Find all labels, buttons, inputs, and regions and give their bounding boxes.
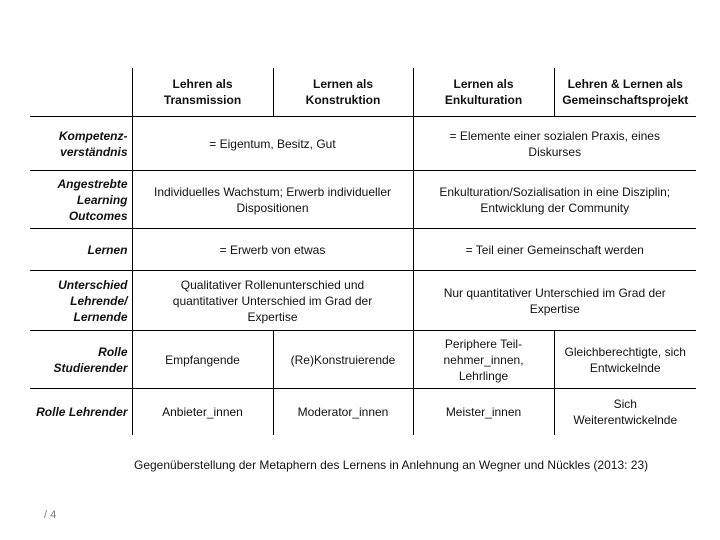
table-cell: = Erwerb von etwas: [132, 229, 413, 271]
table-header: [30, 68, 696, 117]
table-cell: = Elemente einer sozialen Praxis, eines Diskurses: [413, 117, 696, 171]
table-cell: = Eigentum, Besitz, Gut: [132, 117, 413, 171]
table-row: [30, 229, 696, 271]
table-cell: Periphere Teil- nehmer_innen, Lehrlinge: [413, 331, 554, 389]
header-row: [30, 68, 696, 117]
table-cell: Meister_innen: [413, 389, 554, 435]
table-cell: Anbieter_innen: [132, 389, 273, 435]
row-label: Angestrebte Learning Outcomes: [57, 176, 128, 223]
comparison-table: [30, 68, 696, 435]
table-cell: Sich Weiterentwickelnde: [554, 389, 696, 435]
header-corner: [30, 68, 132, 117]
table-cell: Nur quantitativer Unterschied im Grad der Expertise: [413, 271, 696, 331]
column-header: Lehren als Transmission: [132, 68, 273, 117]
table-cell: Enkulturation/Sozialisation in eine Disziplin; Entwicklung der Community: [413, 171, 696, 229]
table-body: [30, 117, 696, 435]
table-cell: Individuelles Wachstum; Erwerb individueller Dispositionen: [132, 171, 413, 229]
table-cell: Empfangende: [132, 331, 273, 389]
table-caption: Gegenüberstellung der Metaphern des Lernens in Anlehnung an Wegner und Nückles (2013: 23): [134, 458, 649, 472]
table-cell: (Re)Konstruierende: [273, 331, 413, 389]
page-number: / 4: [44, 509, 57, 521]
row-label: Rolle Lehrender: [36, 404, 128, 419]
table-cell: Moderator_innen: [273, 389, 413, 435]
row-label: Kompetenz- verständnis: [58, 128, 128, 159]
column-header: Lehren & Lernen als Gemeinschaftsprojekt: [554, 68, 696, 117]
table-row: [30, 117, 696, 171]
column-header: Lernen als Konstruktion: [273, 68, 413, 117]
column-header: Lernen als Enkulturation: [413, 68, 554, 117]
table-cell: Gleichberechtigte, sich Entwickelnde: [554, 331, 696, 389]
table-row: [30, 389, 696, 435]
table-row: [30, 271, 696, 331]
row-label: Unterschied Lehrende/ Lernende: [58, 277, 128, 324]
table-row: [30, 171, 696, 229]
row-label: Lernen: [87, 242, 128, 257]
row-label: Rolle Studierender: [53, 344, 128, 375]
table-cell: = Teil einer Gemeinschaft werden: [413, 229, 696, 271]
table-row: [30, 331, 696, 389]
table-cell: Qualitativer Rollenunterschied und quantitativer Unterschied im Grad der Expertise: [132, 271, 413, 331]
